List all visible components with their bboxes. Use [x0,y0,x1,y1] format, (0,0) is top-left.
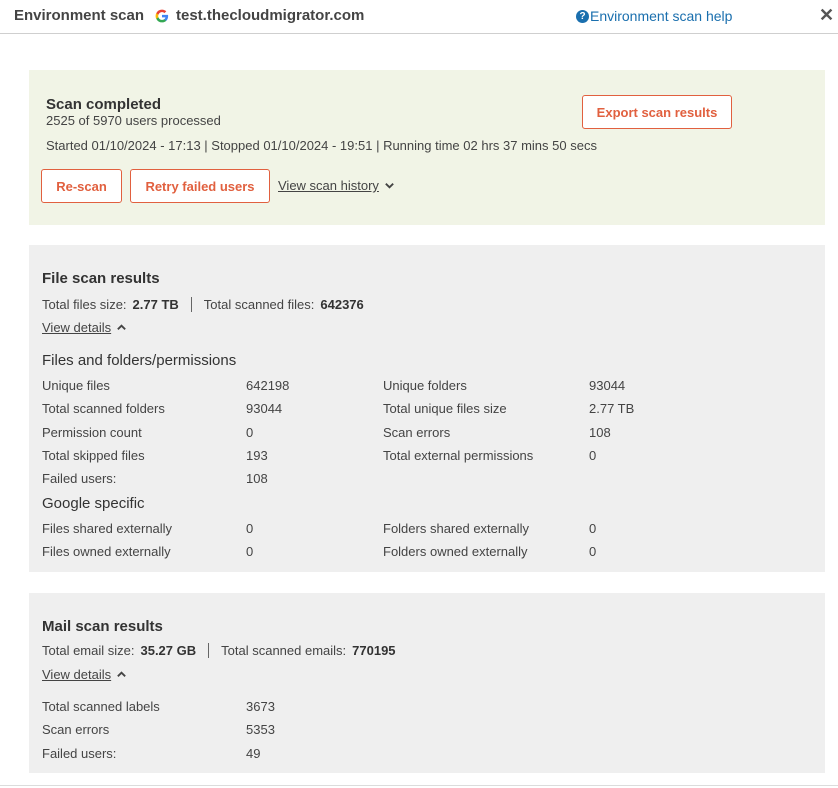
mail-view-details-label: View details [42,667,112,682]
stat-value: 5353 [246,722,275,737]
file-scan-summary [42,297,364,312]
mail-view-details-link[interactable] [42,667,127,682]
scan-status-title: Scan completed [46,96,162,113]
stat-label: Failed users: [42,471,117,486]
total-scanned-files-value: 642376 [320,297,364,312]
stat-value: 93044 [589,378,626,393]
stat-label: Unique files [42,378,110,393]
stat-label: Total scanned labels [42,699,160,714]
chevron-down-icon [384,180,395,191]
stat-label: Files shared externally [42,521,173,536]
stat-label: Total scanned folders [42,401,165,416]
stat-label: Scan errors [383,425,451,440]
stat-value: 0 [246,544,254,559]
stat-label: Folders shared externally [383,521,529,536]
stat-label: Unique folders [383,378,467,393]
stat-label: Total external permissions [383,448,534,463]
stat-value: 2.77 TB [589,401,635,416]
stat-label: Files owned externally [42,544,171,559]
stat-label: Total skipped files [42,448,145,463]
stat-value: 49 [246,746,261,761]
total-scanned-emails-label: Total scanned emails: [221,643,347,658]
close-icon[interactable]: ✕ [819,5,835,25]
file-scan-results-panel [29,245,825,572]
stat-value: 0 [589,544,597,559]
chevron-up-icon [116,669,127,680]
view-scan-history-link[interactable] [278,178,395,193]
scan-times-text: Started 01/10/2024 - 17:13 | Stopped 01/10/2024 - 19:51 | Running time 02 hrs 37 mins 50 secs [46,138,597,153]
file-scan-title: File scan results [42,270,160,287]
question-circle-icon: ? [576,10,589,23]
google-specific-section-title: Google specific [42,495,145,512]
google-g-icon [155,9,169,23]
chevron-up-icon [116,322,127,333]
stat-value: 0 [246,425,254,440]
file-view-details-label: View details [42,320,112,335]
scan-help-label: Environment scan help [590,8,733,24]
stat-value: 0 [589,521,597,536]
stat-value: 108 [589,425,611,440]
stat-value: 0 [589,448,597,463]
stat-value: 108 [246,471,268,486]
users-processed-text: 2525 of 5970 users processed [46,113,221,128]
file-view-details-link[interactable] [42,320,127,335]
stat-value: 193 [246,448,268,463]
stat-label: Scan errors [42,722,110,737]
total-files-size-label: Total files size: [42,297,127,312]
dialog-header [0,0,838,34]
summary-divider [208,643,209,658]
stat-label: Permission count [42,425,142,440]
files-folders-section-title: Files and folders/permissions [42,352,237,369]
stat-label: Total unique files size [383,401,507,416]
dialog-title: Environment scan [14,7,145,24]
stat-label: Folders owned externally [383,544,528,559]
view-scan-history-label: View scan history [278,178,379,193]
total-email-size-value: 35.27 GB [140,643,197,658]
tenant-domain: test.thecloudmigrator.com [176,7,365,24]
footer-divider [0,785,838,786]
stat-value: 93044 [246,401,283,416]
summary-divider [191,297,192,312]
scan-status-panel [29,70,825,225]
stat-value: 642198 [246,378,290,393]
total-scanned-files-label: Total scanned files: [203,297,315,312]
total-scanned-emails-value: 770195 [352,643,396,658]
export-scan-results-button[interactable]: Export scan results [582,95,732,129]
total-files-size-value: 2.77 TB [132,297,179,312]
stat-value: 3673 [246,699,275,714]
mail-scan-title: Mail scan results [42,618,163,635]
scan-help-link[interactable] [576,8,732,24]
rescan-button[interactable]: Re-scan [41,169,122,203]
retry-failed-users-button[interactable]: Retry failed users [130,169,270,203]
mail-scan-results-panel [29,593,825,773]
mail-scan-summary [42,643,396,658]
stat-label: Failed users: [42,746,117,761]
stat-value: 0 [246,521,254,536]
total-email-size-label: Total email size: [42,643,135,658]
